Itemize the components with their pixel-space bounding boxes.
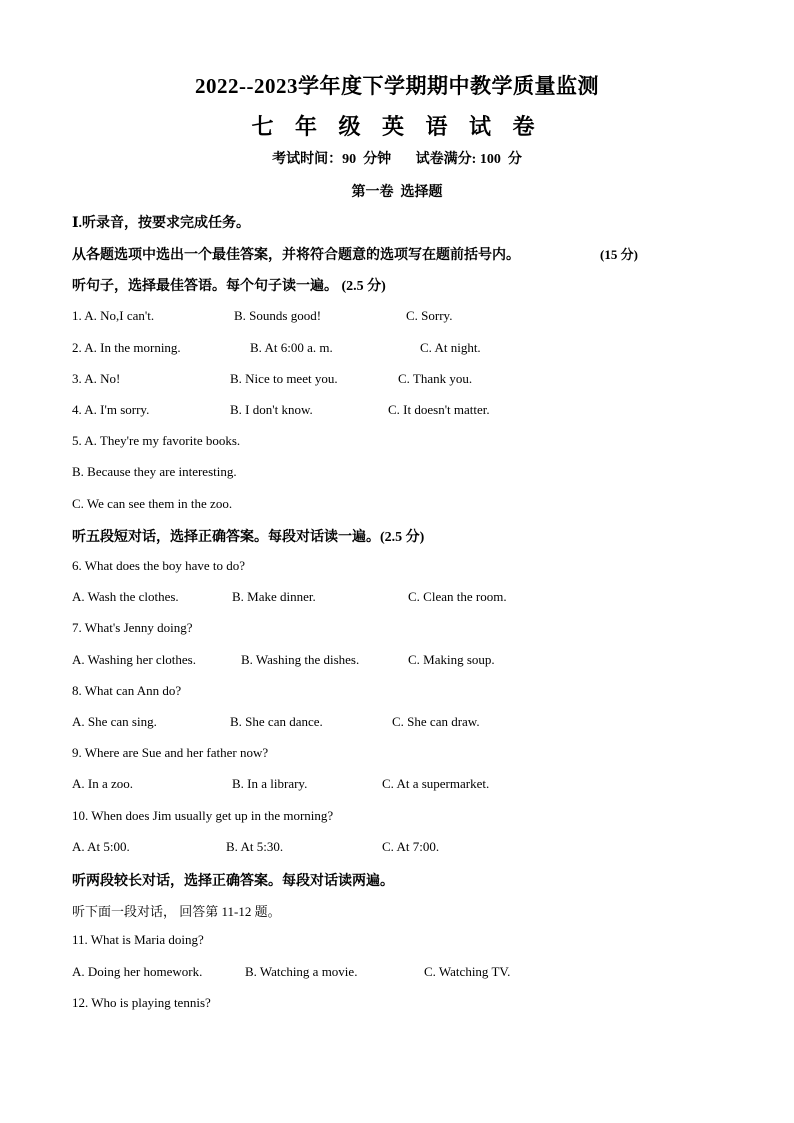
q5-option-a: 5. A. They're my favorite books. (72, 433, 241, 448)
part3-heading: 听两段较长对话，选择正确答案。每段对话读两遍。 (72, 874, 394, 889)
part3-note: 听下面一段对话， 回答第 11-12 题。 (72, 904, 281, 919)
exam-info: 考试时间：90 分钟 试卷满分: 100 分 (272, 152, 522, 167)
part2-heading: 听五段短对话，选择正确答案。每段对话读一遍。(2.5 分) (72, 530, 425, 545)
q7-option-a: A. Washing her clothes. (72, 652, 196, 667)
q3-option-c: C. Thank you. (398, 371, 473, 386)
q11-stem: 11. What is Maria doing? (72, 932, 204, 947)
q2-option-c: C. At night. (420, 340, 481, 355)
volume-heading: 第一卷 选择题 (351, 185, 443, 200)
q2-option-b: B. At 6:00 a. m. (250, 340, 333, 355)
q8-stem: 8. What can Ann do? (72, 683, 182, 698)
q1-option-a: 1. A. No,I can't. (72, 308, 155, 323)
q11-option-b: B. Watching a movie. (245, 964, 358, 979)
section-heading: Ⅰ.听录音，按要求完成任务。 (72, 216, 251, 231)
q1-option-c: C. Sorry. (406, 308, 453, 323)
q11-option-a: A. Doing her homework. (72, 964, 203, 979)
q3-option-a: 3. A. No! (72, 371, 121, 386)
section-score: (15 分) (600, 247, 638, 262)
q4-option-b: B. I don't know. (230, 402, 313, 417)
part1-heading: 听句子，选择最佳答语。每个句子读一遍。 (2.5 分) (72, 279, 386, 294)
q6-stem: 6. What does the boy have to do? (72, 558, 246, 573)
q1-option-b: B. Sounds good! (234, 308, 322, 323)
q7-stem: 7. What's Jenny doing? (72, 620, 193, 635)
q8-option-b: B. She can dance. (230, 714, 323, 729)
q9-stem: 9. Where are Sue and her father now? (72, 745, 269, 760)
q9-option-c: C. At a supermarket. (382, 776, 490, 791)
page-title: 2022--2023学年度下学期期中教学质量监测 (195, 74, 599, 98)
section-instruction: 从各题选项中选出一个最佳答案，并将符合题意的选项写在题前括号内。 (72, 248, 520, 263)
q10-stem: 10. When does Jim usually get up in the morning? (72, 808, 334, 823)
q12-stem: 12. Who is playing tennis? (72, 995, 211, 1010)
q5-option-b: B. Because they are interesting. (72, 464, 237, 479)
q7-option-b: B. Washing the dishes. (241, 652, 360, 667)
q5-option-c: C. We can see them in the zoo. (72, 496, 233, 511)
q6-option-b: B. Make dinner. (232, 589, 316, 604)
q6-option-a: A. Wash the clothes. (72, 589, 179, 604)
page-subtitle: 七 年 级 英 语 试 卷 (251, 114, 543, 139)
q10-option-b: B. At 5:30. (226, 839, 284, 854)
q6-option-c: C. Clean the room. (408, 589, 507, 604)
q11-option-c: C. Watching TV. (424, 964, 511, 979)
q9-option-b: B. In a library. (232, 776, 308, 791)
q2-option-a: 2. A. In the morning. (72, 340, 181, 355)
q9-option-a: A. In a zoo. (72, 776, 134, 791)
q8-option-a: A. She can sing. (72, 714, 157, 729)
q4-option-c: C. It doesn't matter. (388, 402, 490, 417)
q4-option-a: 4. A. I'm sorry. (72, 402, 150, 417)
q7-option-c: C. Making soup. (408, 652, 495, 667)
q10-option-c: C. At 7:00. (382, 839, 440, 854)
q3-option-b: B. Nice to meet you. (230, 371, 338, 386)
q8-option-c: C. She can draw. (392, 714, 480, 729)
q10-option-a: A. At 5:00. (72, 839, 130, 854)
